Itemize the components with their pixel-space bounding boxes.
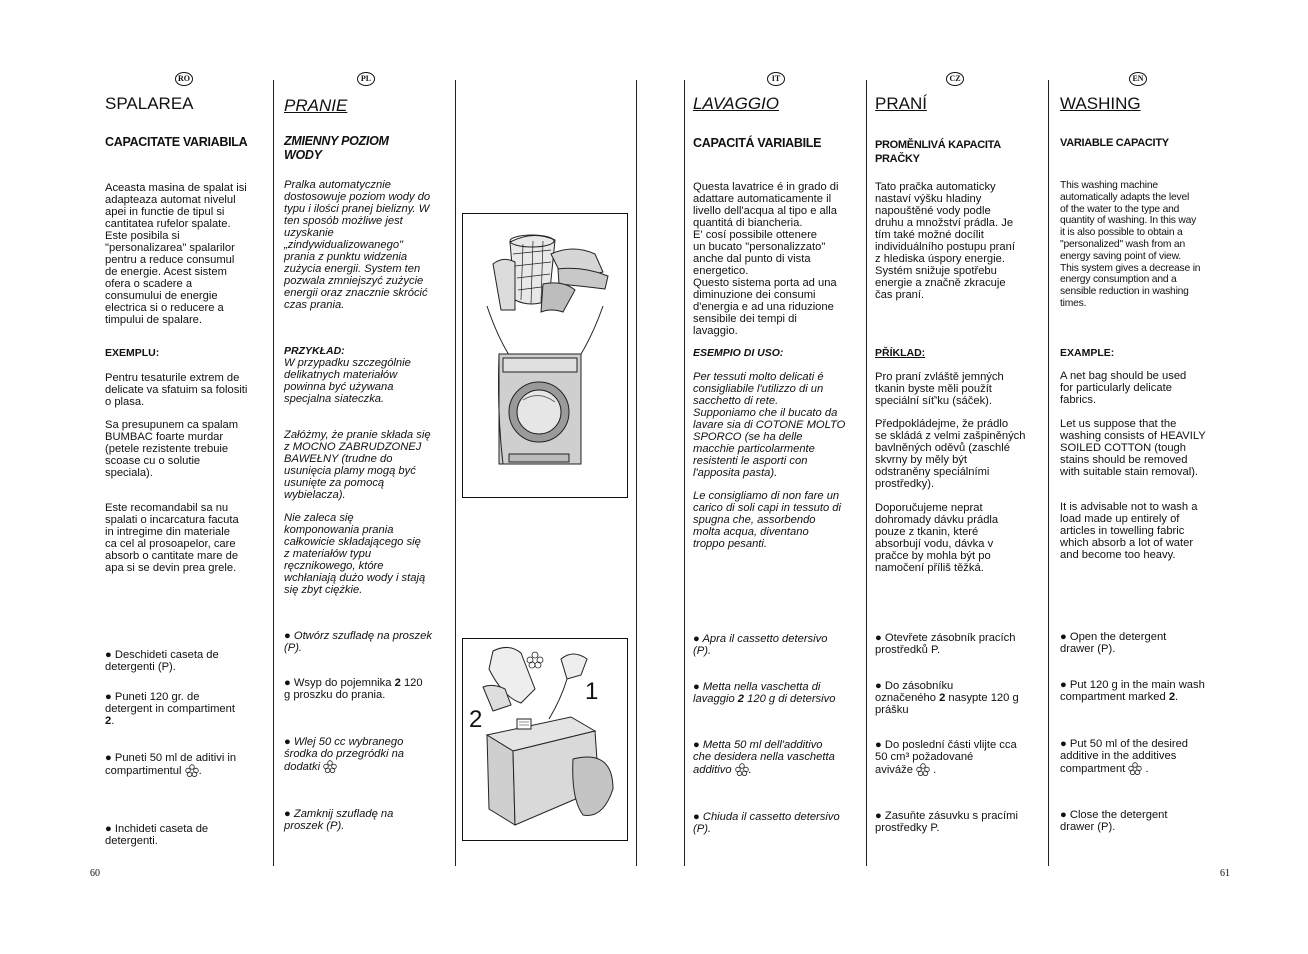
detergent-drawer-illustration bbox=[463, 639, 627, 840]
page-number-left: 60 bbox=[90, 868, 100, 879]
ro-p3-block bbox=[105, 502, 270, 574]
ro-step2-block bbox=[105, 691, 270, 727]
illustration-detergent-drawer bbox=[462, 638, 628, 841]
ro-step3-block bbox=[105, 752, 270, 777]
cz-p2: Předpokládejme, že prádlo se skládá z velmi zašpiněných bavlněných oděvů (zaschlé skvrny by měly být odstraněny speciálními prostředky). bbox=[875, 418, 1026, 490]
cz-step3: ● Do poslední části vlijte cca 50 cm³ požadované avivážе . bbox=[875, 739, 1017, 776]
it-intro-block bbox=[693, 181, 863, 337]
ro-step4-block bbox=[105, 823, 270, 847]
cz-intro: Tato pračka automaticky nastaví výšku hladiny napouštěné vody podle druhu a množství prádla. Je tím také možné docílit individuálního postupu praní z hlediska úspory energie. Systém snižuje spotřebu energie a značně zkracuje čas praní. bbox=[875, 181, 1015, 301]
en-p1-block bbox=[1060, 370, 1220, 406]
en-step2-block bbox=[1060, 679, 1225, 703]
ro-step1: ● Deschideti caseta de detergenti (P). bbox=[105, 649, 219, 673]
ro-p1: Pentru tesaturile extrem de delicate va sfatuim sa folositi o plasa. bbox=[105, 372, 248, 408]
it-step1-block bbox=[693, 633, 863, 657]
pl-p3-block bbox=[284, 512, 452, 596]
en-step4: ● Close the detergent drawer (P). bbox=[1060, 809, 1168, 833]
en-step3-block bbox=[1060, 738, 1220, 775]
ro-example-label: EXEMPLU: bbox=[105, 347, 160, 359]
it-p1-block bbox=[693, 371, 863, 479]
it-step4: ● Chiuda il cassetto detersivo (P). bbox=[693, 811, 840, 835]
figure-label-1: 1 bbox=[585, 678, 599, 705]
pl-step3-block bbox=[284, 736, 452, 773]
ro-title: SPALAREA bbox=[105, 94, 194, 113]
pl-title: PRANIE bbox=[284, 96, 348, 115]
ro-step3: ● Puneti 50 ml de aditivi in compartimentul . bbox=[105, 752, 237, 777]
cz-step3-block bbox=[875, 739, 1043, 776]
ro-step4: ● Inchideti caseta de detergenti. bbox=[105, 823, 209, 847]
en-step1: ● Open the detergent drawer (P). bbox=[1060, 631, 1167, 655]
cz-intro-block bbox=[875, 181, 1043, 301]
lang-badge-it: IT bbox=[767, 72, 785, 86]
pl-step4: ● Zamknij szufladę na proszek (P). bbox=[284, 808, 394, 832]
it-intro: Questa lavatrice é in grado di adattare automaticamente il livello dell'acqua al tipo e alla quantitá di biancheria. E' cosí possibile ottenere un bucato "personalizzato" anche dal punto di vista energetico. Questo sistema porta ad una diminuzione dei consumi d'energia e ad una riduzione sensibile dei tempi di lavaggio. bbox=[693, 181, 839, 337]
pl-step3: ● Wlej 50 cc wybranego środka do przegródki na dodatki bbox=[284, 736, 405, 773]
it-step2-block bbox=[693, 681, 863, 705]
ro-example-block bbox=[105, 347, 270, 359]
en-step2: ● Put 120 g in the main wash compartment marked 2. bbox=[1060, 679, 1205, 703]
en-intro-block bbox=[1060, 180, 1220, 310]
pl-step4-block bbox=[284, 808, 452, 832]
it-step2: ● Metta nella vaschetta di lavaggio 2 120 g di detersivo bbox=[693, 681, 836, 705]
en-step4-block bbox=[1060, 809, 1220, 833]
it-p1: Per tessuti molto delicati é consigliabile l'utilizzo di un sacchetto di rete. Supponiamo che il bucato da lavare sia di COTONE MOLTO SPORCO (se ha delle macchie particolarmente resistenti le asporti con l'apposita pasta). bbox=[693, 371, 846, 479]
it-step3: ● Metta 50 ml dell'additivo che desidera nella vaschetta additivo . bbox=[693, 739, 835, 776]
lang-badge-ro: RO bbox=[175, 72, 193, 86]
cz-title: PRANÍ bbox=[875, 94, 927, 113]
divider-fig-center bbox=[636, 80, 637, 866]
it-subtitle: CAPACITÁ VARIABILE bbox=[693, 136, 822, 150]
ro-step2: ● Puneti 120 gr. de detergent in compartiment 2. bbox=[105, 691, 235, 727]
it-title: LAVAGGIO bbox=[693, 94, 779, 113]
cz-step2: ● Do zásobníku označeného 2 nasypte 120 g prášku bbox=[875, 680, 1019, 716]
lang-badge-en: EN bbox=[1129, 72, 1147, 86]
en-p2: Let us suppose that the washing consists of HEAVILY SOILED COTTON (tough stains should be removed with suitable stain removal). bbox=[1060, 418, 1206, 478]
flower-icon bbox=[185, 764, 199, 777]
pl-p1: W przypadku szczególnie delikatnych materiałów powinna być używana specjalna siateczka. bbox=[284, 357, 411, 405]
illustration-laundry-machine bbox=[462, 213, 628, 498]
it-step4-block bbox=[693, 811, 863, 835]
en-p2-block bbox=[1060, 418, 1220, 478]
pl-subtitle: ZMIENNY POZIOM WODY bbox=[284, 134, 389, 162]
cz-p1: Pro praní zvláště jemných tkanin byste měli použít speciální síť'ku (sáček). bbox=[875, 371, 1004, 407]
flower-icon bbox=[1128, 762, 1142, 775]
en-p1: A net bag should be used for particularly delicate fabrics. bbox=[1060, 370, 1187, 406]
divider-cz-en bbox=[1048, 80, 1049, 866]
lang-badge-pl: PL bbox=[357, 72, 375, 86]
en-title: WASHING bbox=[1060, 94, 1141, 113]
divider-it-cz bbox=[866, 80, 867, 866]
cz-step1-block bbox=[875, 632, 1043, 656]
it-step3-block bbox=[693, 739, 863, 776]
pl-p2: Załóżmy, że pranie składa się z MOCNO ZABRUDZONEJ BAWEŁNY (trudne do usunięcia plamy mogą być usunięte za pomocą wybielacza). bbox=[284, 429, 431, 501]
pl-example-block bbox=[284, 345, 452, 405]
pl-step2: ● Wsyp do pojemnika 2 120 g proszku do prania. bbox=[284, 677, 423, 701]
pl-step1: ● Otwórz szufladę na proszek (P). bbox=[284, 630, 432, 654]
ro-step1-block bbox=[105, 649, 270, 673]
ro-p2-block bbox=[105, 419, 270, 479]
cz-example-block bbox=[875, 347, 1043, 359]
en-step3: ● Put 50 ml of the desired additive in the additives compartment . bbox=[1060, 738, 1189, 775]
ro-p1-block bbox=[105, 372, 270, 408]
it-step1: ● Apra il cassetto detersivo (P). bbox=[693, 633, 828, 657]
en-example-label: EXAMPLE: bbox=[1060, 347, 1115, 359]
cz-step1: ● Otevřete zásobník pracích prostředků P. bbox=[875, 632, 1016, 656]
pl-step1-block bbox=[284, 630, 452, 654]
divider-center-it bbox=[684, 80, 685, 866]
washing-machine-illustration bbox=[463, 214, 627, 497]
pl-intro: Pralka automatycznie dostosowuje poziom wody do typu i ilości pranej bielizny. W ten sposób możliwe jest uzyskanie „zindywidualizowanego" prania z punktu widzenia zużycia energii. System ten pozwala zmniejszyć zużycie energii oraz znacznie skrócić czas prania. bbox=[284, 179, 431, 311]
ro-column bbox=[105, 182, 270, 326]
page-number-right: 61 bbox=[1220, 868, 1230, 879]
cz-subtitle: PROMĚNLIVÁ KAPACITA PRAČKY bbox=[875, 139, 1001, 165]
pl-p2-block bbox=[284, 429, 452, 501]
it-p2: Le consigliamo di non fare un carico di soli capi in tessuto di spugna che, assorbendo molta acqua, diventano troppo pesanti. bbox=[693, 490, 841, 550]
ro-intro: Aceasta masina de spalat isi adapteaza automat nivelul apei in functie de tipul si cantitatea rufelor spalate. Este posibila si "personalizarea" spalarilor pentru a reduce consumul de energie. Acest sistem ofera o scadere a consumului de energie electrica si o reducere a timpului de spalare. bbox=[105, 182, 247, 326]
lang-badge-cz: CZ bbox=[946, 72, 964, 86]
en-p3: It is advisable not to wash a load made up entirely of articles in towelling fabric which absorb a lot of water and become too heavy. bbox=[1060, 501, 1198, 561]
en-step1-block bbox=[1060, 631, 1220, 655]
flower-icon bbox=[916, 763, 930, 776]
figure-label-2: 2 bbox=[469, 706, 483, 733]
it-example-label: ESEMPIO DI USO: bbox=[693, 347, 784, 359]
en-p3-block bbox=[1060, 501, 1220, 561]
ro-p2: Sa presupunem ca spalam BUMBAC foarte murdar (petele rezistente trebuie scoase cu o solutie speciala). bbox=[105, 419, 239, 479]
pl-intro-block bbox=[284, 179, 452, 311]
cz-p2-block bbox=[875, 418, 1043, 490]
flower-icon bbox=[323, 760, 337, 773]
en-intro: This washing machine automatically adapts the level of the water to the type and quantity of washing. In this way it is also possible to obtain a "personalized" wash from an energy saving point of view. This system gives a decrease in energy consumption and a sensible reduction in washing times. bbox=[1060, 180, 1201, 309]
ro-subtitle: CAPACITATE VARIABILA bbox=[105, 135, 248, 149]
en-subtitle: VARIABLE CAPACITY bbox=[1060, 137, 1169, 149]
it-example-block bbox=[693, 347, 863, 359]
cz-step2-block bbox=[875, 680, 1043, 716]
flower-icon bbox=[735, 763, 749, 776]
cz-p3-block bbox=[875, 502, 1043, 574]
pl-example-label: PRZYKŁAD: bbox=[284, 345, 345, 357]
ro-p3: Este recomandabil sa nu spalati o incarcatura facuta in intregime din materiale ca cel al prosoapelor, care absorb o cantitate mare de apa si se devin prea grele. bbox=[105, 502, 239, 574]
divider-pl-fig bbox=[455, 80, 456, 866]
cz-example-label: PŘÍKLAD: bbox=[875, 347, 926, 359]
en-example-block bbox=[1060, 347, 1220, 359]
cz-p3: Doporučujeme neprat dohromady dávku prádla pouze z tkanin, které absorbují vodu, dávka v pračce by mohla být po namočení příliš těžká. bbox=[875, 502, 999, 574]
cz-step4: ● Zasuňte zásuvku s pracími prostředky P. bbox=[875, 810, 1018, 834]
it-p2-block bbox=[693, 490, 863, 550]
pl-step2-block bbox=[284, 677, 452, 701]
cz-p1-block bbox=[875, 371, 1043, 407]
divider-ro-pl bbox=[273, 80, 274, 866]
pl-p3: Nie zaleca się komponowania prania całkowicie składającego się z materiałów typu ręcznikowego, które wchłaniają dużo wody i stają się zbyt ciężkie. bbox=[284, 512, 426, 596]
cz-step4-block bbox=[875, 810, 1043, 834]
